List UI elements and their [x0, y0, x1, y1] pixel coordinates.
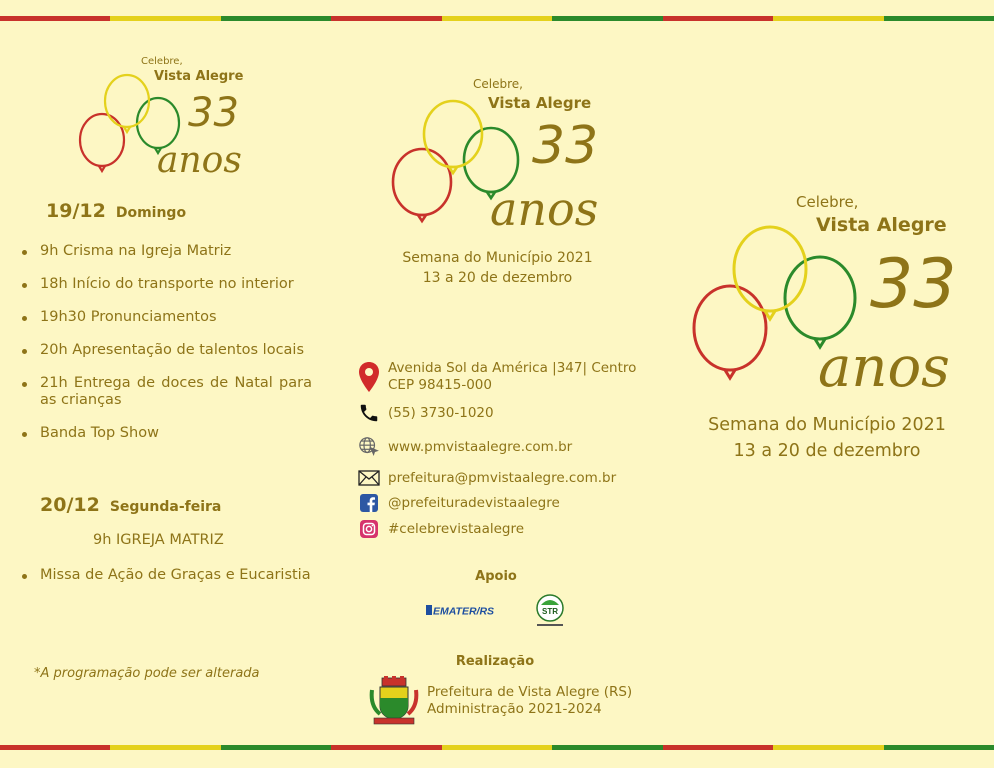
email-address[interactable]: prefeitura@pmvistaalegre.com.br: [388, 470, 617, 486]
instagram-icon: [358, 518, 380, 540]
day1-header: [46, 200, 186, 222]
phone-number: (55) 3730-1020: [388, 405, 494, 421]
day2-program-list: [22, 567, 312, 584]
right-semana-text: [695, 412, 959, 464]
logo-celebre-text: Celebre,: [141, 56, 183, 67]
realizacao-label: Realização: [455, 654, 535, 669]
day2-weekday: Segunda-feira: [109, 499, 222, 515]
instagram-hashtag[interactable]: #celebrevistaalegre: [388, 521, 525, 537]
day2-header: [40, 494, 221, 516]
logo-number-text: 33: [870, 245, 957, 324]
address-contact: [358, 360, 636, 394]
day2-date: 20/12: [40, 494, 100, 516]
facebook-handle[interactable]: @prefeituradevistaalegre: [388, 495, 560, 511]
day1-date: 19/12: [46, 200, 106, 222]
facebook-contact[interactable]: [358, 492, 560, 514]
schedule-note: *A programação pode ser alterada: [34, 666, 260, 681]
svg-text:STR: STR: [542, 607, 558, 616]
logo-number-text: 33: [532, 116, 599, 176]
left-anniversary-logo: [75, 55, 255, 185]
list-item: Banda Top Show: [22, 425, 312, 442]
list-item: 21h Entrega de doces de Natal para as crianças: [22, 375, 312, 409]
dates-line: 13 a 20 de dezembro: [733, 441, 921, 461]
logo-city-text: Vista Alegre: [816, 214, 947, 236]
logo-anos-text: anos: [490, 182, 599, 236]
semana-line: Semana do Município 2021: [708, 415, 946, 435]
day2-subtitle: 9h IGREJA MATRIZ: [93, 532, 224, 548]
middle-anniversary-logo: [388, 76, 608, 246]
phone-icon: [358, 402, 380, 424]
middle-semana-text: [385, 248, 610, 288]
list-item: Missa de Ação de Graças e Eucaristia: [22, 567, 312, 584]
day1-program-list: [22, 243, 312, 442]
logo-celebre-text: Celebre,: [473, 77, 523, 91]
logo-anos-text: anos: [157, 140, 242, 181]
dates-line: 13 a 20 de dezembro: [422, 270, 573, 286]
semana-line: Semana do Município 2021: [402, 250, 593, 266]
realizacao-line-2: Administração 2021-2024: [427, 701, 602, 717]
list-item: 19h30 Pronunciamentos: [22, 309, 312, 326]
website-url[interactable]: www.pmvistaalegre.com.br: [388, 439, 573, 455]
envelope-icon: [358, 467, 380, 489]
list-item: 18h Início do transporte no interior: [22, 276, 312, 293]
top-color-stripe: [0, 16, 994, 21]
municipal-coat-of-arms: [368, 676, 420, 726]
logo-city-text: Vista Alegre: [488, 94, 592, 112]
realizacao-text: [427, 684, 632, 718]
logo-number-text: 33: [188, 90, 239, 136]
apoio-label: Apoio: [475, 569, 517, 584]
bottom-color-stripe: [0, 745, 994, 750]
str-logo: [533, 593, 567, 629]
globe-cursor-icon: [358, 436, 380, 458]
phone-contact[interactable]: [358, 402, 494, 424]
realizacao-line-1: Prefeitura de Vista Alegre (RS): [427, 684, 633, 700]
website-contact[interactable]: [358, 436, 572, 458]
list-item: 9h Crisma na Igreja Matriz: [22, 243, 312, 260]
logo-anos-text: anos: [818, 335, 950, 400]
svg-text:EMATER/RS: EMATER/RS: [433, 605, 495, 618]
logo-celebre-text: Celebre,: [796, 193, 859, 211]
location-pin-icon: [358, 360, 380, 394]
list-item: 20h Apresentação de talentos locais: [22, 342, 312, 359]
email-contact[interactable]: [358, 467, 616, 489]
instagram-contact[interactable]: [358, 518, 524, 540]
day1-weekday: Domingo: [115, 205, 187, 221]
logo-city-text: Vista Alegre: [154, 69, 244, 84]
emater-logo: [425, 602, 509, 618]
address-line-2: CEP 98415-000: [388, 377, 492, 393]
right-anniversary-logo: [688, 190, 958, 400]
address-line-1: Avenida Sol da América |347| Centro: [388, 360, 637, 376]
facebook-icon: [358, 492, 380, 514]
